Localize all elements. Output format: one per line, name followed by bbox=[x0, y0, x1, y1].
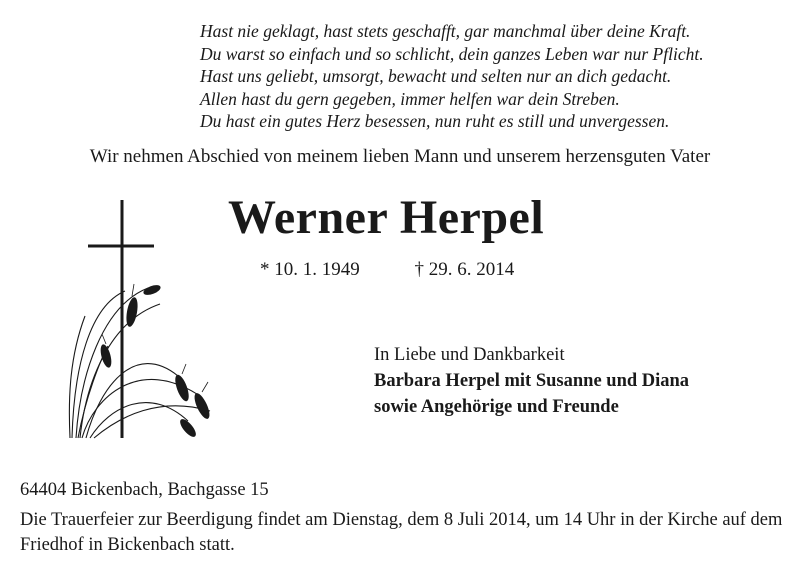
family-names: Barbara Herpel mit Susanne und Diana bbox=[374, 371, 690, 391]
funeral-notice: Die Trauerfeier zur Beerdigung findet am Dienstag, dem 8 Juli 2014, um 14 Uhr in der Kirche auf dem Friedhof in Bickenbach statt. bbox=[20, 510, 783, 555]
poem-line: Hast uns geliebt, umsorgt, bewacht und selten nur an dich gedacht. bbox=[200, 66, 672, 86]
poem-line: Hast nie geklagt, hast stets geschafft, gar manchmal über deine Kraft. bbox=[200, 21, 691, 41]
relatives-friends: sowie Angehörige und Freunde bbox=[374, 397, 619, 417]
mourners-block bbox=[374, 342, 689, 420]
deceased-name: Werner Herpel bbox=[228, 191, 545, 244]
life-dates bbox=[260, 259, 514, 281]
cross-with-wheat-icon bbox=[60, 196, 220, 441]
death-date: † 29. 6. 2014 bbox=[414, 259, 515, 280]
poem-line: Allen hast du gern gegeben, immer helfen war dein Streben. bbox=[200, 88, 620, 109]
birth-date: * 10. 1. 1949 bbox=[260, 259, 360, 280]
address: 64404 Bickenbach, Bachgasse 15 bbox=[20, 480, 269, 500]
farewell-intro: Wir nehmen Abschied von meinem lieben Mann und unserem herzensguten Vater bbox=[89, 146, 711, 167]
poem-line: Du warst so einfach und so schlicht, dein ganzes Leben war nur Pflicht. bbox=[200, 43, 704, 64]
poem bbox=[200, 20, 780, 133]
gratitude-phrase: In Liebe und Dankbarkeit bbox=[374, 345, 565, 365]
poem-line: Du hast ein gutes Herz besessen, nun ruht es still und unvergessen. bbox=[200, 111, 670, 131]
